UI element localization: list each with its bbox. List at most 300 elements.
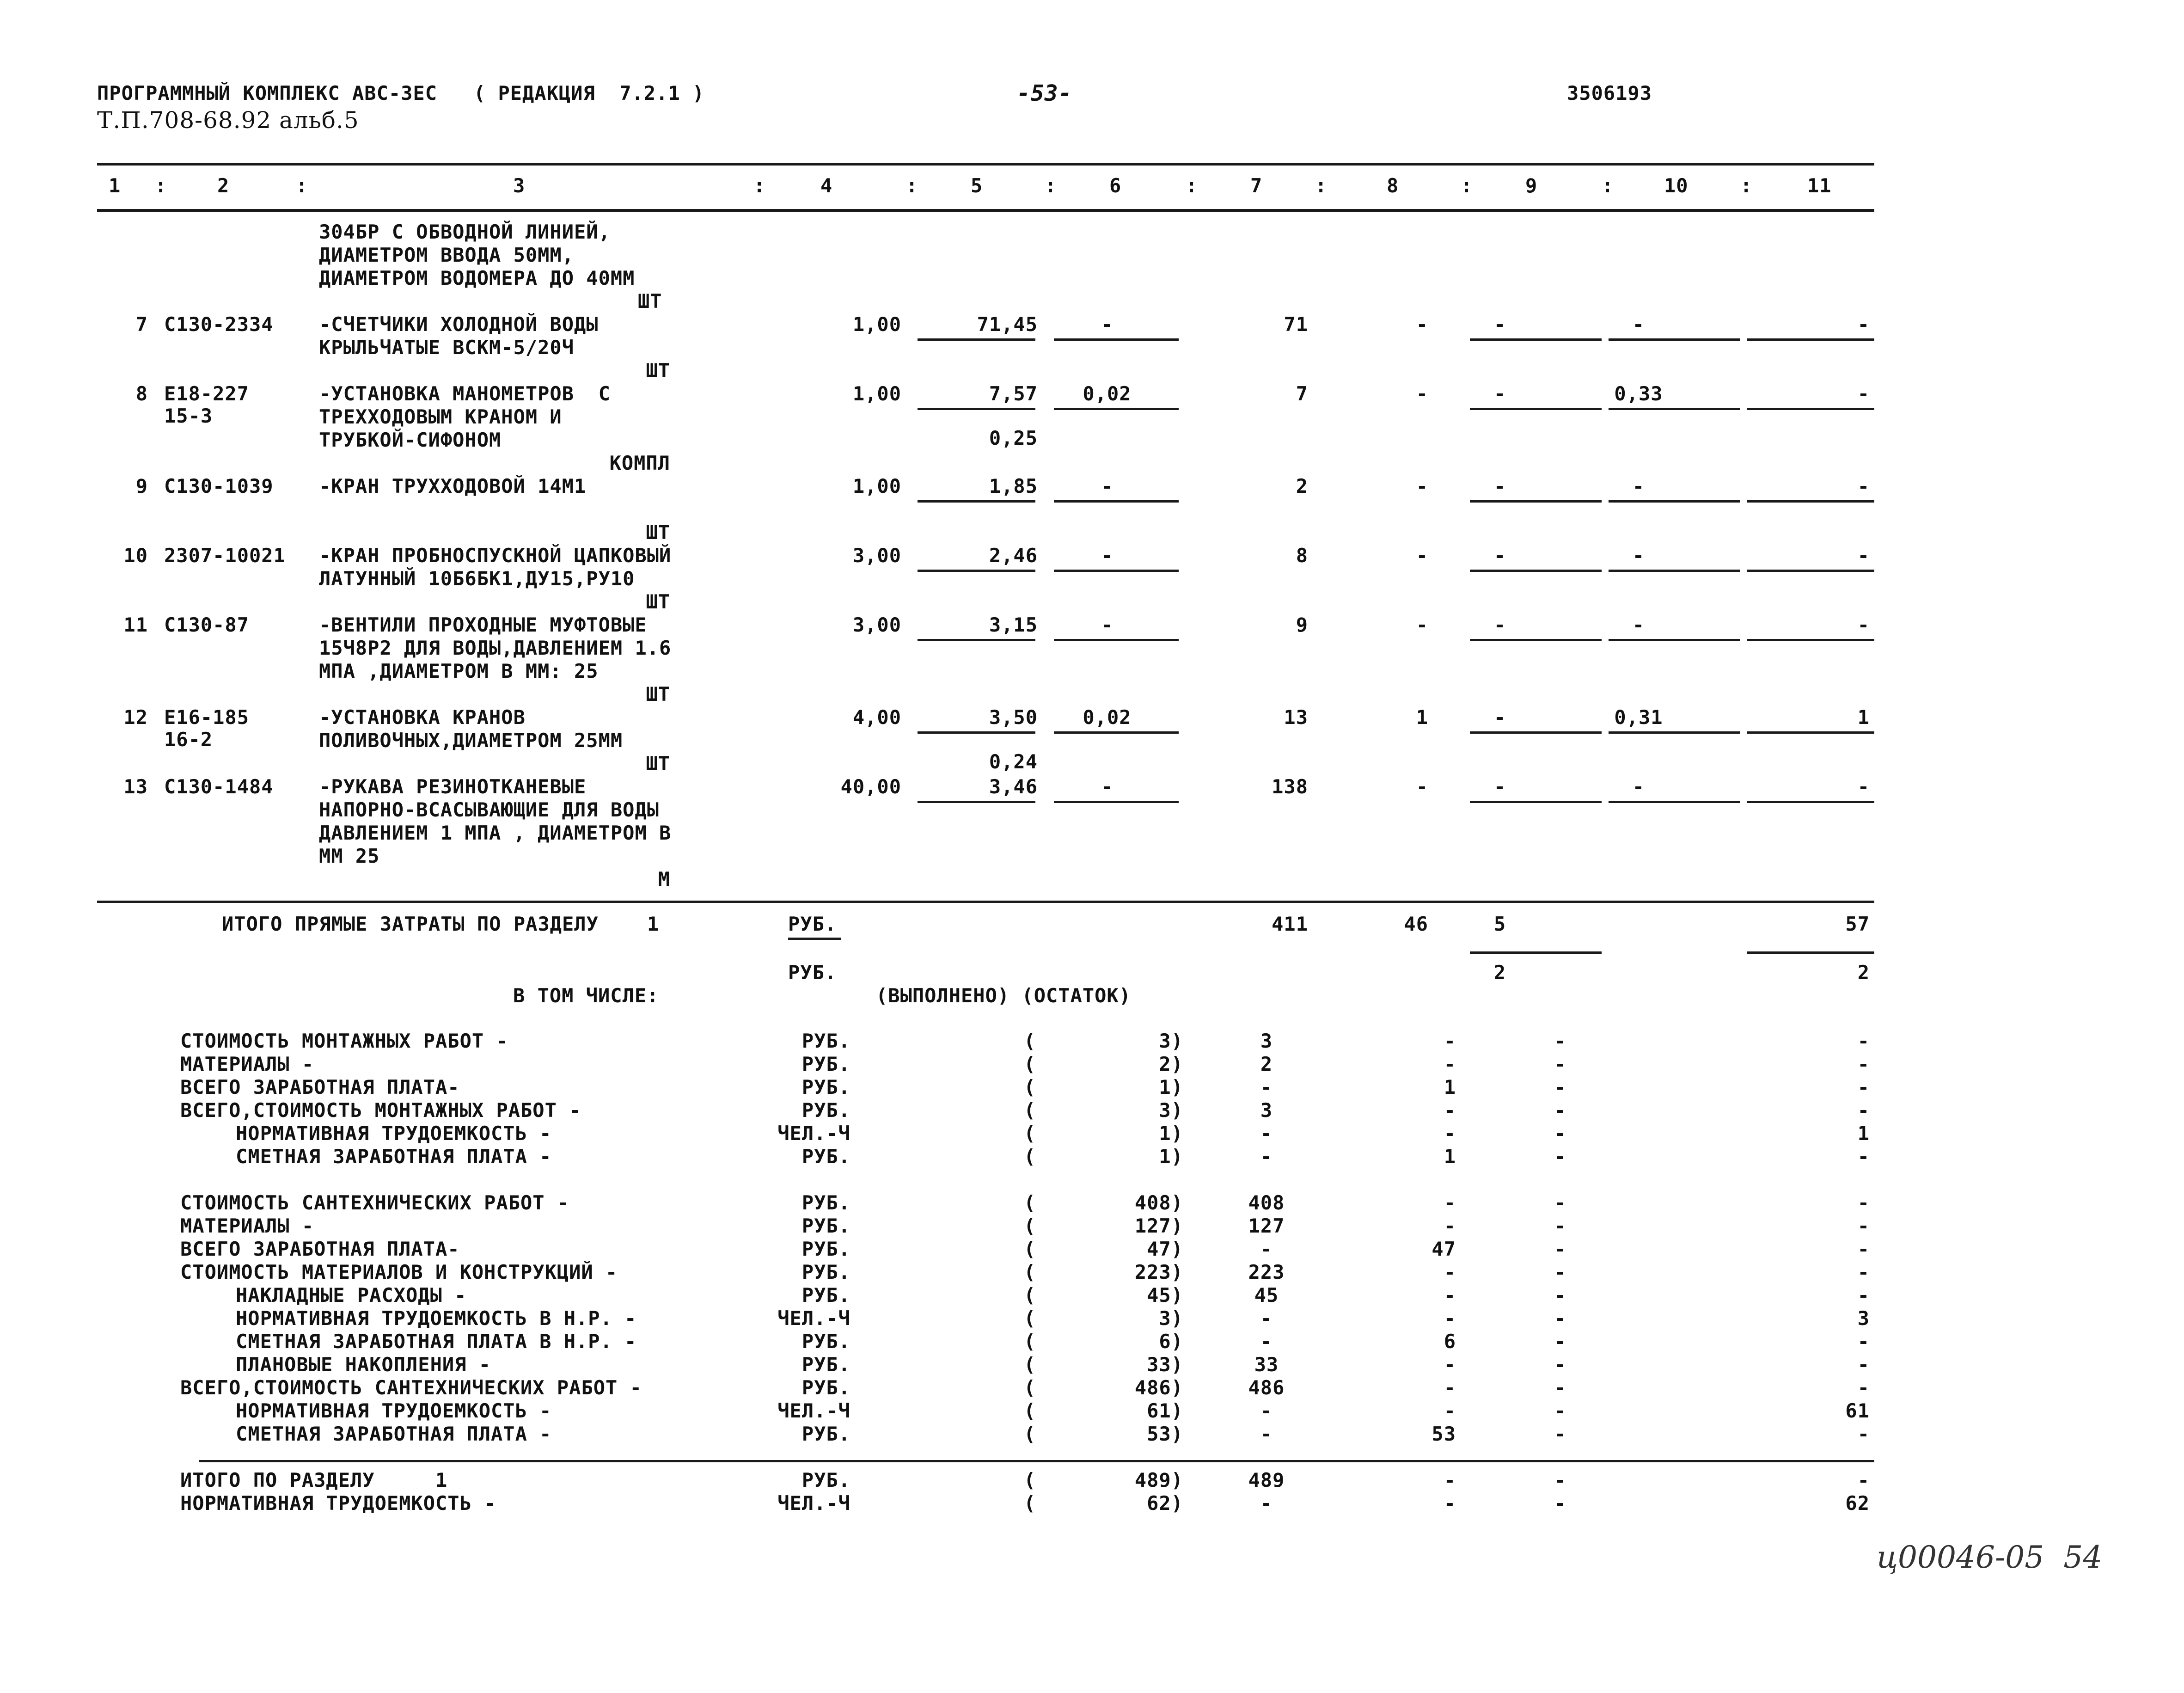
item-quantity: 3,00: [852, 613, 901, 636]
price-underline: [918, 338, 1035, 341]
summary-col7: -: [1260, 1399, 1273, 1422]
summary-label: ВСЕГО ЗАРАБОТНАЯ ПЛАТА-: [180, 1076, 460, 1098]
summary-col11: -: [1857, 1469, 1870, 1491]
item-col7: 138: [1272, 775, 1308, 798]
summary-paren: (: [1024, 1145, 1036, 1168]
column-header-11: 11: [1807, 174, 1832, 197]
price-underline: [1609, 500, 1740, 503]
price-underline: [1054, 801, 1179, 803]
item-col6: -: [1101, 313, 1113, 336]
column-separator: :: [1186, 174, 1198, 197]
summary-label: НОРМАТИВНАЯ ТРУДОЕМКОСТЬ -: [236, 1122, 552, 1145]
column-header-5: 5: [971, 174, 983, 197]
summary-col8: 47: [1432, 1238, 1456, 1260]
price-underline: [1470, 731, 1602, 734]
item-price: 3,46: [989, 775, 1038, 798]
summary-col9: -: [1554, 1423, 1566, 1445]
item-unit: ШТ: [646, 521, 670, 544]
item-number: 11: [123, 613, 148, 636]
item-description: ЛАТУННЫЙ 10Б6БК1,ДУ15,РУ10: [319, 567, 635, 590]
item-description: ПОЛИВОЧНЫХ,ДИАМЕТРОМ 25ММ: [319, 729, 623, 752]
item-col6: -: [1101, 544, 1113, 567]
item-col10: -: [1632, 613, 1645, 636]
summary-col7: 127: [1248, 1215, 1285, 1237]
item-code: Е18-227: [164, 382, 250, 405]
summary-paren: (: [1024, 1284, 1036, 1307]
item-col6: -: [1101, 475, 1113, 497]
summary-col9: -: [1554, 1469, 1566, 1491]
price-underline: [1747, 639, 1874, 641]
item-description: -РУКАВА РЕЗИНОТКАНЕВЫЕ: [319, 775, 587, 798]
item-col9: -: [1493, 775, 1506, 798]
item-code: С130-1484: [164, 775, 274, 798]
summary-col11: -: [1857, 1191, 1870, 1214]
item-col9: -: [1493, 706, 1506, 729]
summary-label: ВСЕГО,СТОИМОСТЬ МОНТАЖНЫХ РАБОТ -: [180, 1099, 581, 1122]
summary-col8: 6: [1444, 1330, 1456, 1353]
summary-col9: -: [1554, 1122, 1566, 1145]
summary-col9: -: [1554, 1307, 1566, 1330]
summary-col8: -: [1444, 1284, 1456, 1307]
summary-paren: (: [1024, 1076, 1036, 1098]
item-unit: ШТ: [646, 590, 670, 613]
price-underline: [1054, 500, 1179, 503]
summary-col11: -: [1857, 1076, 1870, 1098]
summary-paren: (: [1024, 1099, 1036, 1122]
item-col7: 9: [1296, 613, 1308, 636]
summary-col11: -: [1857, 1376, 1870, 1399]
summary-col8: -: [1444, 1376, 1456, 1399]
summary-done-value: 223): [1134, 1261, 1183, 1283]
section-rule: [97, 901, 1874, 903]
summary-col8: -: [1444, 1353, 1456, 1376]
total-direct-unit2: РУБ.: [788, 961, 837, 984]
summary-done-value: 3): [1159, 1099, 1183, 1122]
summary-col8: -: [1444, 1307, 1456, 1330]
item-col11: 1: [1857, 706, 1870, 729]
summary-col9: -: [1554, 1191, 1566, 1214]
item-quantity: 1,00: [852, 313, 901, 336]
summary-col7: 489: [1248, 1469, 1285, 1491]
item-col8: -: [1416, 613, 1428, 636]
column-header-1: 1: [109, 174, 121, 197]
item-description: -КРАН ПРОБНОСПУСКНОЙ ЦАПКОВЫЙ: [319, 544, 672, 567]
summary-done-value: 45): [1147, 1284, 1183, 1307]
item-quantity: 40,00: [840, 775, 901, 798]
summary-label: СМЕТНАЯ ЗАРАБОТНАЯ ПЛАТА -: [236, 1423, 552, 1445]
summary-col7: 45: [1254, 1284, 1279, 1307]
page-number: -53-: [1017, 80, 1072, 106]
summary-col8: -: [1444, 1261, 1456, 1283]
price-underline: [1609, 731, 1740, 734]
column-header-6: 6: [1109, 174, 1122, 197]
summary-done-value: 6): [1159, 1330, 1183, 1353]
summary-col11: -: [1857, 1330, 1870, 1353]
price-underline: [1054, 731, 1179, 734]
summary-unit: РУБ.: [801, 1353, 850, 1376]
summary-col7: -: [1260, 1307, 1273, 1330]
summary-done-value: 53): [1147, 1423, 1183, 1445]
summary-col7: -: [1260, 1423, 1273, 1445]
price-underline: [1747, 801, 1874, 803]
price-underline: [1609, 408, 1740, 410]
summary-col11: -: [1857, 1353, 1870, 1376]
summary-col9: -: [1554, 1238, 1566, 1260]
summary-col9: -: [1554, 1145, 1566, 1168]
summary-done-value: 2): [1159, 1053, 1183, 1075]
price-underline: [1054, 570, 1179, 572]
item-price: 3,50: [989, 706, 1038, 729]
summary-unit: РУБ.: [801, 1376, 850, 1399]
item-price: 7,57: [989, 382, 1038, 405]
document-subtitle: Т.П.708-68.92 альб.5: [97, 107, 359, 134]
summary-col9: -: [1554, 1330, 1566, 1353]
item-number: 7: [135, 313, 148, 336]
column-separator: :: [155, 174, 167, 197]
summary-col8: 53: [1432, 1423, 1456, 1445]
item-unit: ШТ: [646, 683, 670, 705]
item-price-secondary: 0,24: [989, 750, 1038, 773]
summary-paren: (: [1024, 1492, 1036, 1515]
item-description: ММ 25: [319, 845, 380, 867]
price-underline: [1470, 639, 1602, 641]
summary-unit: РУБ.: [801, 1145, 850, 1168]
summary-col11: -: [1857, 1261, 1870, 1283]
item-col9: -: [1493, 613, 1506, 636]
price-underline: [1609, 338, 1740, 341]
item-description: 15Ч8Р2 ДЛЯ ВОДЫ,ДАВЛЕНИЕМ 1.6: [319, 637, 672, 659]
item-col10: 0,31: [1614, 706, 1663, 729]
item-col8: -: [1416, 544, 1428, 567]
summary-unit: ЧЕЛ.-Ч: [777, 1307, 850, 1330]
summary-col7: -: [1260, 1330, 1273, 1353]
summary-unit: РУБ.: [801, 1030, 850, 1052]
summary-paren: (: [1024, 1053, 1036, 1075]
total-direct-unit: РУБ.: [788, 913, 837, 935]
item-price: 1,85: [989, 475, 1038, 497]
summary-done-value: 1): [1159, 1122, 1183, 1145]
item-unit: ШТ: [646, 359, 670, 382]
item-code: С130-1039: [164, 475, 274, 497]
item-number: 13: [123, 775, 148, 798]
summary-paren: (: [1024, 1307, 1036, 1330]
column-header-10: 10: [1664, 174, 1688, 197]
column-header-7: 7: [1250, 174, 1263, 197]
summary-col11: -: [1857, 1053, 1870, 1075]
item-col11: -: [1857, 775, 1870, 798]
item-col8: -: [1416, 382, 1428, 405]
summary-done-value: 489): [1134, 1469, 1183, 1491]
item-col10: -: [1632, 313, 1645, 336]
price-underline: [1609, 570, 1740, 572]
summary-paren: (: [1024, 1122, 1036, 1145]
summary-label: ВСЕГО ЗАРАБОТНАЯ ПЛАТА-: [180, 1238, 460, 1260]
item-col9: -: [1493, 475, 1506, 497]
item-col7: 7: [1296, 382, 1308, 405]
total-direct-col9: 5: [1493, 913, 1506, 935]
total-direct-col7: 411: [1272, 913, 1308, 935]
program-title: ПРОГРАММНЫЙ КОМПЛЕКС АВС-3ЕС ( РЕДАКЦИЯ 7.2.1 ): [97, 82, 705, 104]
summary-col11: -: [1857, 1215, 1870, 1237]
summary-unit: ЧЕЛ.-Ч: [777, 1492, 850, 1515]
summary-col7: -: [1260, 1238, 1273, 1260]
summary-label: ВСЕГО,СТОИМОСТЬ САНТЕХНИЧЕСКИХ РАБОТ -: [180, 1376, 642, 1399]
item-col6: -: [1101, 775, 1113, 798]
summary-unit: РУБ.: [801, 1099, 850, 1122]
including-headers: (ВЫПОЛНЕНО) (ОСТАТОК): [876, 984, 1132, 1007]
summary-paren: (: [1024, 1469, 1036, 1491]
item-unit: М: [658, 868, 670, 890]
summary-col8: -: [1444, 1492, 1456, 1515]
price-underline: [1470, 570, 1602, 572]
summary-done-value: 1): [1159, 1145, 1183, 1168]
summary-col9: -: [1554, 1492, 1566, 1515]
summary-col11: -: [1857, 1030, 1870, 1052]
summary-label: НОРМАТИВНАЯ ТРУДОЕМКОСТЬ -: [236, 1399, 552, 1422]
item-col10: -: [1632, 775, 1645, 798]
item-col11: -: [1857, 382, 1870, 405]
item-col8: -: [1416, 313, 1428, 336]
summary-paren: (: [1024, 1261, 1036, 1283]
summary-label: СТОИМОСТЬ МОНТАЖНЫХ РАБОТ -: [180, 1030, 508, 1052]
summary-label: МАТЕРИАЛЫ -: [180, 1053, 314, 1075]
item-quantity: 3,00: [852, 544, 901, 567]
summary-unit: РУБ.: [801, 1191, 850, 1214]
summary-col8: -: [1444, 1191, 1456, 1214]
item-description: МПА ,ДИАМЕТРОМ В ММ: 25: [319, 660, 599, 682]
item-col11: -: [1857, 313, 1870, 336]
summary-label: ПЛАНОВЫЕ НАКОПЛЕНИЯ -: [236, 1353, 491, 1376]
summary-label: НАКЛАДНЫЕ РАСХОДЫ -: [236, 1284, 467, 1307]
summary-paren: (: [1024, 1191, 1036, 1214]
summary-col9: -: [1554, 1030, 1566, 1052]
summary-col11: 1: [1857, 1122, 1870, 1145]
item-col7: 8: [1296, 544, 1308, 567]
item-price: 71,45: [977, 313, 1038, 336]
price-underline: [1747, 408, 1874, 410]
summary-col7: -: [1260, 1076, 1273, 1098]
item-col6: 0,02: [1083, 706, 1132, 729]
item-description: ТРЕХХОДОВЫМ КРАНОМ И: [319, 405, 562, 428]
item-col11: -: [1857, 544, 1870, 567]
summary-unit: РУБ.: [801, 1053, 850, 1075]
item-col8: -: [1416, 775, 1428, 798]
summary-col7: -: [1260, 1122, 1273, 1145]
summary-done-value: 408): [1134, 1191, 1183, 1214]
summary-col7: -: [1260, 1492, 1273, 1515]
item-number: 8: [135, 382, 148, 405]
summary-unit: РУБ.: [801, 1423, 850, 1445]
item-col7: 71: [1284, 313, 1308, 336]
summary-label: СМЕТНАЯ ЗАРАБОТНАЯ ПЛАТА -: [236, 1145, 552, 1168]
total-direct-col8: 46: [1404, 913, 1428, 935]
summary-col11: 61: [1845, 1399, 1870, 1422]
summary-col8: -: [1444, 1215, 1456, 1237]
summary-col11: -: [1857, 1238, 1870, 1260]
summary-col8: -: [1444, 1099, 1456, 1122]
summary-col9: -: [1554, 1076, 1566, 1098]
total-direct-col11-b: 2: [1857, 961, 1870, 984]
item-col7: 2: [1296, 475, 1308, 497]
summary-done-value: 62): [1147, 1492, 1183, 1515]
summary-col11: -: [1857, 1284, 1870, 1307]
item-code: С130-2334: [164, 313, 274, 336]
price-underline: [918, 801, 1035, 803]
item-quantity: 4,00: [852, 706, 901, 729]
price-underline: [918, 570, 1035, 572]
price-underline: [918, 408, 1035, 410]
summary-paren: (: [1024, 1399, 1036, 1422]
summary-done-value: 1): [1159, 1076, 1183, 1098]
summary-done-value: 47): [1147, 1238, 1183, 1260]
summary-label: НОРМАТИВНАЯ ТРУДОЕМКОСТЬ В Н.Р. -: [236, 1307, 637, 1330]
handwritten-note: ц00046-05 54: [1877, 1540, 2103, 1575]
price-underline: [1054, 639, 1179, 641]
item-col10: -: [1632, 475, 1645, 497]
item-description: КРЫЛЬЧАТЫЕ ВСКМ-5/20Ч: [319, 336, 575, 359]
summary-unit: РУБ.: [801, 1330, 850, 1353]
item-code: Е16-185: [164, 706, 250, 729]
price-underline: [1747, 731, 1874, 734]
summary-done-value: 486): [1134, 1376, 1183, 1399]
item-code: 15-3: [164, 405, 213, 427]
item-description: ДАВЛЕНИЕМ 1 МПА , ДИАМЕТРОМ В: [319, 822, 672, 844]
summary-paren: (: [1024, 1330, 1036, 1353]
summary-label: МАТЕРИАЛЫ -: [180, 1215, 314, 1237]
summary-done-value: 61): [1147, 1399, 1183, 1422]
price-underline: [1609, 801, 1740, 803]
summary-col9: -: [1554, 1353, 1566, 1376]
column-separator: :: [1740, 174, 1753, 197]
summary-col8: -: [1444, 1399, 1456, 1422]
item-description: -ВЕНТИЛИ ПРОХОДНЫЕ МУФТОВЫЕ: [319, 613, 647, 636]
item-number: 9: [135, 475, 148, 497]
item-col10: 0,33: [1614, 382, 1663, 405]
section-rule: [199, 1460, 1874, 1462]
continuation-line: ДИАМЕТРОМ ВОДОМЕРА ДО 40ММ: [319, 267, 635, 289]
summary-label: СМЕТНАЯ ЗАРАБОТНАЯ ПЛАТА В Н.Р. -: [236, 1330, 637, 1353]
summary-col9: -: [1554, 1376, 1566, 1399]
item-quantity: 1,00: [852, 382, 901, 405]
column-header-8: 8: [1387, 174, 1399, 197]
item-description: ТРУБКОЙ-СИФОНОМ: [319, 429, 502, 451]
price-underline: [918, 639, 1035, 641]
summary-col9: -: [1554, 1284, 1566, 1307]
item-number: 12: [123, 706, 148, 729]
item-col9: -: [1493, 313, 1506, 336]
summary-col9: -: [1554, 1399, 1566, 1422]
summary-unit: РУБ.: [801, 1284, 850, 1307]
column-header-4: 4: [820, 174, 833, 197]
continuation-line: ДИАМЕТРОМ ВВОДА 50ММ,: [319, 244, 575, 266]
total-underline: [1470, 951, 1602, 954]
item-col10: -: [1632, 544, 1645, 567]
price-underline: [918, 500, 1035, 503]
summary-done-value: 127): [1134, 1215, 1183, 1237]
column-separator: :: [1461, 174, 1473, 197]
item-price: 3,15: [989, 613, 1038, 636]
including-label: В ТОМ ЧИСЛЕ:: [513, 984, 659, 1007]
price-underline: [1054, 338, 1179, 341]
summary-col7: 2: [1260, 1053, 1273, 1075]
item-col7: 13: [1284, 706, 1308, 729]
unit-underline: [788, 938, 841, 940]
continuation-line: 304БР С ОБВОДНОЙ ЛИНИЕЙ,: [319, 221, 611, 243]
summary-paren: (: [1024, 1215, 1036, 1237]
column-separator: :: [1045, 174, 1057, 197]
summary-paren: (: [1024, 1423, 1036, 1445]
item-col9: -: [1493, 382, 1506, 405]
item-description: -УСТАНОВКА КРАНОВ: [319, 706, 526, 729]
summary-col8: 1: [1444, 1076, 1456, 1098]
price-underline: [1470, 801, 1602, 803]
summary-col8: -: [1444, 1030, 1456, 1052]
price-underline: [918, 731, 1035, 734]
total-underline: [1747, 951, 1874, 954]
total-direct-col9-b: 2: [1493, 961, 1506, 984]
summary-done-value: 3): [1159, 1030, 1183, 1052]
item-col11: -: [1857, 613, 1870, 636]
summary-col8: -: [1444, 1053, 1456, 1075]
summary-unit: РУБ.: [801, 1261, 850, 1283]
column-separator: :: [753, 174, 766, 197]
item-code: 2307-10021: [164, 544, 286, 567]
item-price: 2,46: [989, 544, 1038, 567]
item-col9: -: [1493, 544, 1506, 567]
item-unit: КОМПЛ: [609, 452, 670, 474]
price-underline: [1747, 338, 1874, 341]
price-underline: [1747, 500, 1874, 503]
summary-done-value: 33): [1147, 1353, 1183, 1376]
summary-paren: (: [1024, 1353, 1036, 1376]
column-separator: :: [296, 174, 308, 197]
column-header-3: 3: [513, 174, 526, 197]
item-col11: -: [1857, 475, 1870, 497]
summary-col7: 33: [1254, 1353, 1279, 1376]
summary-label: СТОИМОСТЬ САНТЕХНИЧЕСКИХ РАБОТ -: [180, 1191, 569, 1214]
summary-col11: -: [1857, 1145, 1870, 1168]
summary-col7: 486: [1248, 1376, 1285, 1399]
column-separator: :: [906, 174, 918, 197]
summary-done-value: 3): [1159, 1307, 1183, 1330]
summary-col11: -: [1857, 1423, 1870, 1445]
unit-label: ШТ: [638, 290, 662, 313]
summary-unit: ЧЕЛ.-Ч: [777, 1122, 850, 1145]
table-header-rule: [97, 209, 1874, 212]
price-underline: [1747, 570, 1874, 572]
document-code: 3506193: [1567, 82, 1652, 104]
summary-col8: -: [1444, 1469, 1456, 1491]
summary-col9: -: [1554, 1053, 1566, 1075]
summary-paren: (: [1024, 1030, 1036, 1052]
summary-unit: РУБ.: [801, 1238, 850, 1260]
item-unit: ШТ: [646, 752, 670, 775]
summary-unit: ЧЕЛ.-Ч: [777, 1399, 850, 1422]
summary-col11: -: [1857, 1099, 1870, 1122]
column-header-9: 9: [1525, 174, 1538, 197]
item-quantity: 1,00: [852, 475, 901, 497]
summary-unit: РУБ.: [801, 1076, 850, 1098]
item-description: -СЧЕТЧИКИ ХОЛОДНОЙ ВОДЫ: [319, 313, 599, 336]
price-underline: [1470, 408, 1602, 410]
column-header-2: 2: [217, 174, 230, 197]
item-description: НАПОРНО-ВСАСЫВАЮЩИЕ ДЛЯ ВОДЫ: [319, 798, 660, 821]
summary-unit: РУБ.: [801, 1215, 850, 1237]
summary-col9: -: [1554, 1261, 1566, 1283]
item-col6: 0,02: [1083, 382, 1132, 405]
summary-label: НОРМАТИВНАЯ ТРУДОЕМКОСТЬ -: [180, 1492, 496, 1515]
summary-col7: 3: [1260, 1030, 1273, 1052]
